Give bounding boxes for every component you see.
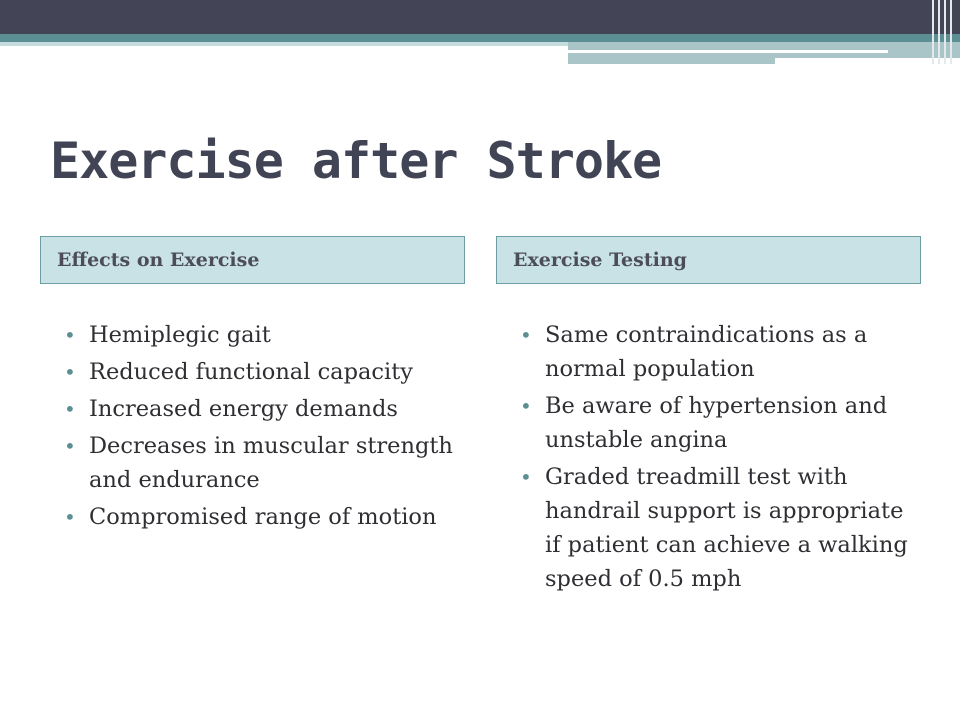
bullet-icon: • bbox=[64, 434, 76, 458]
corner-decoration bbox=[928, 0, 960, 64]
list-item bbox=[520, 389, 912, 457]
top-banner bbox=[0, 0, 960, 34]
slide-title: Exercise after Stroke bbox=[50, 132, 662, 190]
list-item bbox=[64, 318, 464, 352]
column-header-effects: Effects on Exercise bbox=[40, 236, 465, 284]
bullet-list-effects bbox=[64, 318, 464, 537]
list-item bbox=[64, 355, 464, 389]
bullet-icon: • bbox=[64, 360, 76, 384]
bullet-text: Be aware of hypertension and unstable angina bbox=[545, 393, 888, 453]
bullet-icon: • bbox=[520, 323, 532, 347]
list-item bbox=[520, 460, 912, 596]
list-item bbox=[64, 392, 464, 426]
bullet-icon: • bbox=[64, 505, 76, 529]
right-accent-line bbox=[568, 50, 888, 53]
bullet-icon: • bbox=[64, 323, 76, 347]
bullet-icon: • bbox=[520, 394, 532, 418]
list-item bbox=[64, 429, 464, 497]
list-item bbox=[64, 500, 464, 534]
bullet-icon: • bbox=[64, 397, 76, 421]
bullet-text: Graded treadmill test with handrail support is appropriate if patient can achieve a walking speed of 0.5 mph bbox=[545, 464, 908, 592]
bullet-text: Increased energy demands bbox=[89, 396, 398, 422]
bullet-text: Same contraindications as a normal population bbox=[545, 322, 868, 382]
column-header-testing: Exercise Testing bbox=[496, 236, 921, 284]
light-accent-band bbox=[0, 42, 568, 46]
bullet-text: Reduced functional capacity bbox=[89, 359, 413, 385]
bullet-text: Compromised range of motion bbox=[89, 504, 437, 530]
bullet-list-testing bbox=[520, 318, 912, 599]
bullet-text: Hemiplegic gait bbox=[89, 322, 271, 348]
bullet-icon: • bbox=[520, 465, 532, 489]
bullet-text: Decreases in muscular strength and endurance bbox=[89, 433, 453, 493]
list-item bbox=[520, 318, 912, 386]
teal-accent-band bbox=[0, 34, 960, 42]
